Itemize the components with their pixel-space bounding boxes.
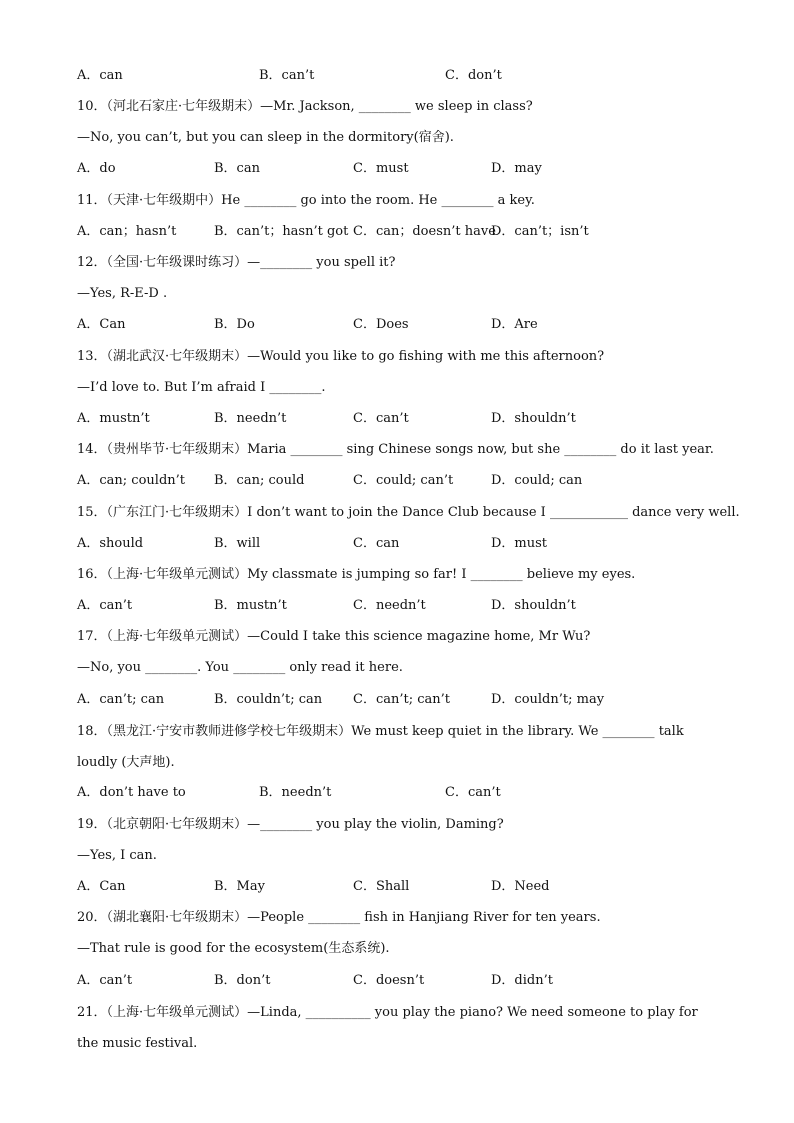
option-13-a: A．mustn’t — [77, 411, 150, 426]
option-18-c: C．can’t — [445, 785, 501, 800]
question-18-stem: 18．（黑龙江·宁安市教师进修学校七年级期末）We must keep quiet in the library. We ________ talk loudly (大声地). — [77, 724, 684, 770]
option-10-b: B．can — [214, 161, 260, 176]
question-10-continuation: —No, you can’t, but you can sleep in the dormitory(宿舍). — [77, 130, 454, 145]
option-17-a: A．can’t; can — [77, 692, 165, 707]
option-14-d: D．could; can — [491, 473, 583, 488]
question-13-continuation: —I’d love to. But I’m afraid I ________. — [77, 380, 326, 395]
option-20-b: B．don’t — [214, 973, 271, 988]
option-15-c: C．can — [353, 536, 400, 551]
option-13-d: D．shouldn’t — [491, 411, 576, 426]
option-9-a: A．can — [77, 68, 123, 83]
option-10-d: D．may — [491, 161, 542, 176]
option-17-b: B．couldn’t; can — [214, 692, 323, 707]
question-19-continuation: —Yes, I can. — [77, 848, 157, 863]
option-16-d: D．shouldn’t — [491, 598, 576, 613]
option-14-b: B．can; could — [214, 473, 305, 488]
option-11-c: C．can；doesn’t have — [353, 224, 496, 239]
question-17-stem: 17．（上海·七年级单元测试）—Could I take this science magazine home, Mr Wu? — [77, 629, 591, 644]
question-13-stem: 13．（湖北武汉·七年级期末）—Would you like to go fishing with me this afternoon? — [77, 349, 605, 364]
question-21-stem: 21．（上海·七年级单元测试）—Linda, __________ you play the piano? We need someone to play for the music festival. — [77, 1005, 698, 1051]
question-15-stem: 15．（广东江门·七年级期末）I don’t want to join the Dance Club because I ____________ dance very well. — [77, 505, 740, 520]
question-16-stem: 16．（上海·七年级单元测试）My classmate is jumping so far! I ________ believe my eyes. — [77, 567, 636, 582]
option-16-b: B．mustn’t — [214, 598, 287, 613]
option-20-a: A．can’t — [77, 973, 133, 988]
option-17-c: C．can’t; can’t — [353, 692, 450, 707]
option-11-d: D．can’t；isn’t — [491, 224, 589, 239]
option-10-a: A．do — [77, 161, 116, 176]
question-20-continuation: —That rule is good for the ecosystem(生态系统). — [77, 941, 390, 956]
question-12-stem: 12．（全国·七年级课时练习）—________ you spell it? — [77, 255, 396, 270]
question-19-stem: 19．（北京朝阳·七年级期末）—________ you play the violin, Daming? — [77, 817, 504, 832]
option-9-c: C．don’t — [445, 68, 502, 83]
option-9-b: B．can’t — [259, 68, 315, 83]
option-15-d: D．must — [491, 536, 548, 551]
option-11-a: A．can；hasn’t — [77, 224, 177, 239]
option-13-b: B．needn’t — [214, 411, 287, 426]
option-16-a: A．can’t — [77, 598, 133, 613]
question-12-continuation: —Yes, R-E-D . — [77, 286, 168, 301]
option-14-c: C．could; can’t — [353, 473, 454, 488]
option-12-c: C．Does — [353, 317, 409, 332]
question-20-stem: 20．（湖北襄阳·七年级期末）—People ________ fish in Hanjiang River for ten years. — [77, 910, 601, 925]
option-18-b: B．needn’t — [259, 785, 332, 800]
option-15-b: B．will — [214, 536, 261, 551]
question-17-continuation: —No, you ________. You ________ only read it here. — [77, 660, 403, 675]
option-15-a: A．should — [77, 536, 144, 551]
option-19-a: A．Can — [77, 879, 126, 894]
question-14-stem: 14．（贵州毕节·七年级期末）Maria ________ sing Chinese songs now, but she ________ do it last year. — [77, 442, 714, 457]
option-20-c: C．doesn’t — [353, 973, 425, 988]
option-20-d: D．didn’t — [491, 973, 553, 988]
question-11-stem: 11．（天津·七年级期中）He ________ go into the room. He ________ a key. — [77, 193, 535, 208]
option-12-b: B．Do — [214, 317, 255, 332]
option-10-c: C．must — [353, 161, 409, 176]
option-11-b: B．can’t；hasn’t got — [214, 224, 349, 239]
option-14-a: A．can; couldn’t — [77, 473, 185, 488]
option-18-a: A．don’t have to — [77, 785, 186, 800]
option-19-c: C．Shall — [353, 879, 410, 894]
option-12-d: D．Are — [491, 317, 538, 332]
option-13-c: C．can’t — [353, 411, 409, 426]
option-17-d: D．couldn’t; may — [491, 692, 605, 707]
option-19-b: B．May — [214, 879, 265, 894]
option-12-a: A．Can — [77, 317, 126, 332]
question-10-stem: 10．（河北石家庄·七年级期末）—Mr. Jackson, ________ we sleep in class? — [77, 99, 533, 114]
option-19-d: D．Need — [491, 879, 550, 894]
option-16-c: C．needn’t — [353, 598, 426, 613]
